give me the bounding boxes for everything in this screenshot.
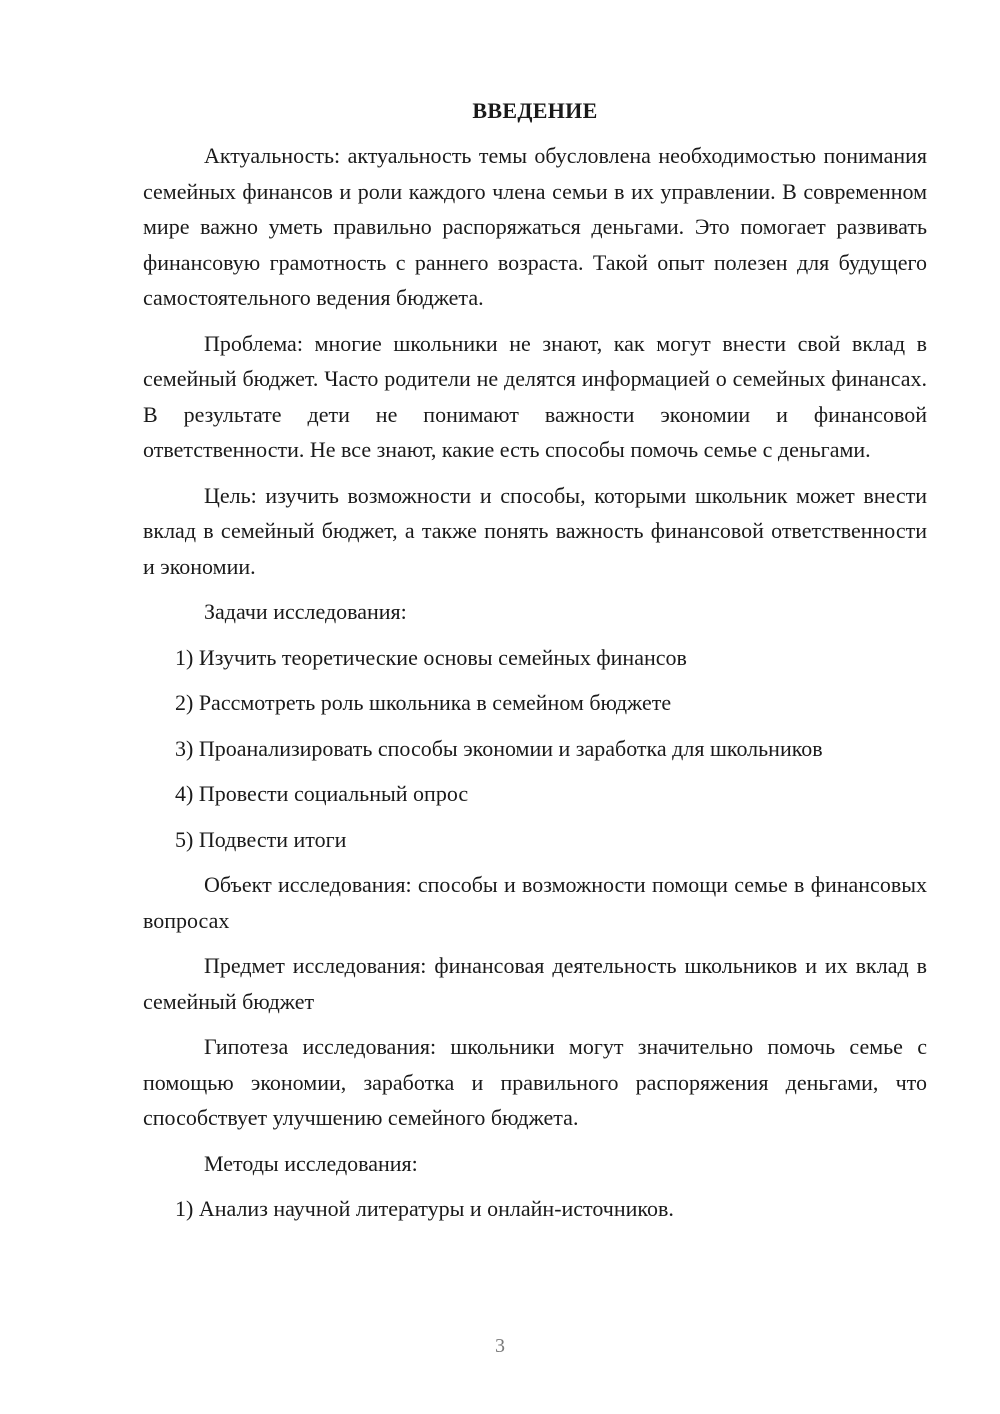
subject-paragraph: Предмет исследования: финансовая деятельность школьников и их вклад в семейный бюджет [143,953,927,1014]
task-item-1: 1) Изучить теоретические основы семейных финансов [175,644,687,670]
task-item-5: 5) Подвести итоги [175,826,347,852]
task-item-2: 2) Рассмотреть роль школьника в семейном бюджете [175,690,672,715]
relevance-paragraph: Актуальность: актуальность темы обусловлена необходимостью понимания семейных финансов и роли каждого члена семьи в их управлении. В современном мире важно уметь правильно распоряжаться деньгами. Это помогает развивать финансовую грамотность с раннего возраста. Такой опыт полезен для будущего самостоятельного ведения бюджета. [143,143,927,310]
page-number: 3 [495,1335,505,1357]
task-item-3: 3) Проанализировать способы экономии и заработка для школьников [175,735,823,761]
method-item-1: 1) Анализ научной литературы и онлайн-источников. [175,1196,674,1221]
hypothesis-paragraph: Гипотеза исследования: школьники могут значительно помочь семье с помощью экономии, заработка и правильного распоряжения деньгами, что способствует улучшению семейного бюджета. [143,1034,927,1130]
task-item-4: 4) Провести социальный опрос [175,781,469,806]
methods-label: Методы исследования: [204,1150,418,1176]
document-page [143,96,927,1237]
problem-paragraph: Проблема: многие школьники не знают, как могут внести свой вклад в семейный бюджет. Часто родители не делятся информацией о семейных финансах. В результате дети не понимают важности экономии и финансовой ответственности. Не все знают, какие есть способы помочь семье с деньгами. [143,330,927,462]
section-heading: ВВЕДЕНИЕ [472,98,598,123]
tasks-label: Задачи исследования: [204,599,407,624]
goal-paragraph: Цель: изучить возможности и способы, которыми школьник может внести вклад в семейный бюджет, а также понять важность финансовой ответственности и экономии. [143,482,927,579]
object-paragraph: Объект исследования: способы и возможности помощи семье в финансовых вопросах [143,872,927,933]
